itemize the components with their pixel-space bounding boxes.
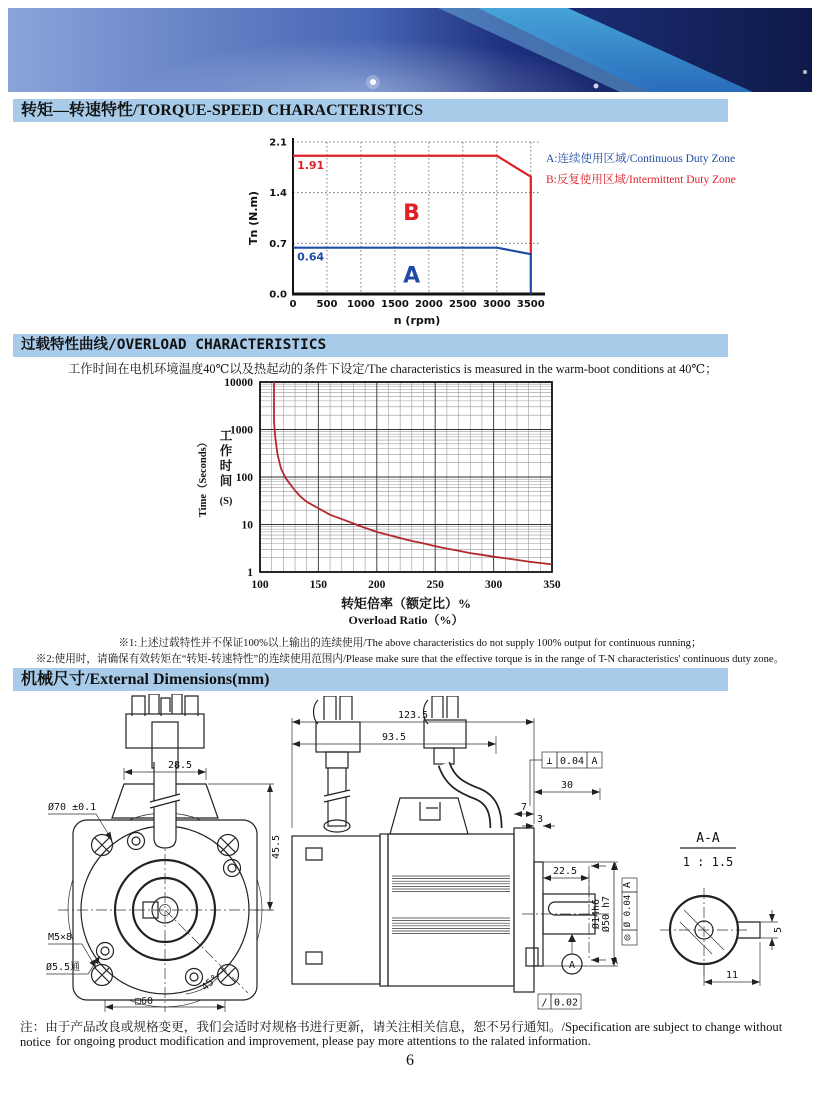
dim-label-angle: 45°: [199, 973, 221, 994]
svg-text:Overload Ratio（%）: Overload Ratio（%）: [348, 613, 464, 627]
section-arrow-label-bottom: A: [612, 956, 619, 967]
footer-note-line2: for ongoing product modification and improvement, please pay more attentions to the ralated information.: [56, 1034, 591, 1048]
dim-label-3: 3: [536, 814, 544, 825]
svg-text:A: A: [591, 756, 598, 767]
side-motor-body: [292, 798, 612, 992]
svg-text:(S): (S): [219, 496, 233, 507]
svg-text:Tn (N.m): Tn (N.m): [247, 190, 260, 246]
dim-label-through-hole: Ø5.5通: [46, 962, 81, 973]
note-1: ※1:上述过载特性并不保证100%以上输出的连续使用/The above characteristics do not supply 100% output for continuous running；: [118, 638, 702, 649]
svg-text:0.7: 0.7: [269, 238, 287, 250]
svg-text:10000: 10000: [224, 377, 253, 389]
overload-notes: [0, 636, 820, 668]
shaft-cross-section: [660, 888, 760, 976]
svg-text:⊥: ⊥: [546, 756, 553, 767]
section-title-overload: 过载特性曲线/OVERLOAD CHARACTERISTICS: [13, 334, 728, 357]
svg-text:2500: 2500: [448, 299, 477, 310]
svg-text:2.1: 2.1: [269, 137, 287, 149]
svg-text:1000: 1000: [230, 424, 253, 437]
torque-speed-chart: [243, 130, 578, 335]
legend-intermittent-duty-zone: B:反复使用区域/Intermittent Duty Zone: [546, 174, 736, 186]
dim-label-key-height: 5: [773, 926, 784, 934]
svg-text:100: 100: [235, 472, 253, 484]
gdt-perpendicularity-frame: [530, 752, 602, 806]
datum-a-flag: [562, 934, 582, 974]
section-scale: 1 : 1.5: [682, 855, 734, 869]
svg-text:B: B: [403, 201, 420, 227]
svg-text:n (rpm): n (rpm): [393, 314, 441, 327]
svg-text:1: 1: [247, 567, 253, 579]
dim-label-pilot-diameter: Ø70 ±0.1: [48, 802, 97, 813]
footer-note-line1: 注：由于产品改良或规格变更，我们会适时对规格书进行更新，请关注相关信息，恕不另行通知。/Specification are subject to change without notice: [20, 1020, 783, 1049]
svg-text:2000: 2000: [414, 299, 443, 310]
svg-text:1000: 1000: [347, 299, 375, 310]
svg-text:转矩倍率（额定比）%: 转矩倍率（额定比）%: [340, 596, 472, 611]
dim-label-7: 7: [520, 802, 528, 813]
svg-text:150: 150: [309, 579, 328, 591]
dim-label-connector-width: 28.5: [167, 760, 193, 771]
svg-text:A: A: [568, 960, 576, 971]
section-title: A-A: [696, 831, 720, 846]
dim-label-key-width: 11: [725, 970, 739, 981]
section-title-dimensions: 机械尺寸/External Dimensions(mm): [13, 668, 728, 691]
dim-label-shaft-length: 22.5: [552, 866, 578, 877]
svg-text:A: A: [403, 263, 421, 289]
dim-label-square: □60: [134, 996, 154, 1007]
side-view-drawing: [282, 696, 642, 1014]
svg-text:1500: 1500: [380, 299, 409, 310]
svg-text:A: A: [622, 881, 633, 889]
svg-text:时: 时: [219, 459, 233, 473]
svg-text:◎: ◎: [622, 934, 633, 941]
svg-text:/: /: [541, 997, 548, 1009]
section-arrow-label-top: A: [612, 862, 619, 873]
dim-label-height: 45.5: [271, 834, 282, 860]
dim-label-screw: M5×8: [48, 932, 73, 943]
svg-text:0.64: 0.64: [297, 250, 325, 264]
legend-continuous-duty-zone: A:连续使用区域/Continuous Duty Zone: [546, 153, 736, 165]
dim-label-spigot-diameter: Ø50 h7: [601, 895, 612, 933]
svg-text:300: 300: [484, 579, 503, 591]
svg-text:Time（Seconds）: Time（Seconds）: [198, 436, 209, 518]
svg-text:1.91: 1.91: [297, 158, 325, 172]
svg-text:500: 500: [316, 299, 338, 310]
svg-text:10: 10: [241, 519, 253, 532]
gdt-parallelism-frame: [538, 994, 581, 1009]
overload-chart: [180, 376, 580, 634]
svg-text:350: 350: [543, 579, 561, 591]
front-connector: [126, 694, 204, 768]
svg-text:作: 作: [219, 444, 233, 458]
note-2: ※2:使用时，请确保有效转矩在“转矩-转速特性”的连续使用范围内/Please make sure that the effective torque is in the range of T-N characteristics' continuous duty zone。: [35, 654, 785, 665]
section-aa-drawing: [646, 826, 796, 1016]
dim-label-body-length: 93.5: [381, 732, 407, 743]
svg-text:250: 250: [426, 579, 444, 591]
section-title-torque-speed: 转矩—转速特性/TORQUE-SPEED CHARACTERISTICS: [13, 99, 728, 122]
svg-text:间: 间: [219, 474, 233, 488]
dim-label-overall-length: 123.5: [397, 710, 429, 721]
overload-condition-note: 工作时间在电机环境温度40℃以及热起动的条件下设定/The characteristics is measured in the warm-boot conditions at 40℃；: [68, 362, 718, 376]
svg-text:Ø 0.04: Ø 0.04: [623, 894, 633, 928]
svg-text:200: 200: [368, 579, 386, 591]
side-dimensions: [292, 710, 637, 1009]
svg-text:0.0: 0.0: [269, 289, 287, 301]
svg-text:3000: 3000: [482, 299, 511, 310]
svg-text:0: 0: [289, 299, 297, 310]
svg-text:工: 工: [219, 429, 233, 443]
gdt-runout-frame: [622, 878, 637, 945]
svg-text:0.02: 0.02: [553, 997, 579, 1009]
svg-text:0.04: 0.04: [559, 756, 585, 767]
svg-text:3500: 3500: [516, 299, 545, 310]
svg-text:1.4: 1.4: [269, 188, 287, 200]
dim-label-rear: 30: [560, 780, 574, 791]
front-view-drawing: [46, 694, 284, 1016]
dim-label-shaft-diameter: Ø14h6: [591, 898, 602, 930]
front-cable: [150, 762, 180, 848]
page-number: 6: [406, 1052, 414, 1069]
header-banner-graphic: [8, 8, 812, 92]
svg-text:100: 100: [251, 579, 269, 591]
duty-zone-legend: [546, 149, 736, 191]
